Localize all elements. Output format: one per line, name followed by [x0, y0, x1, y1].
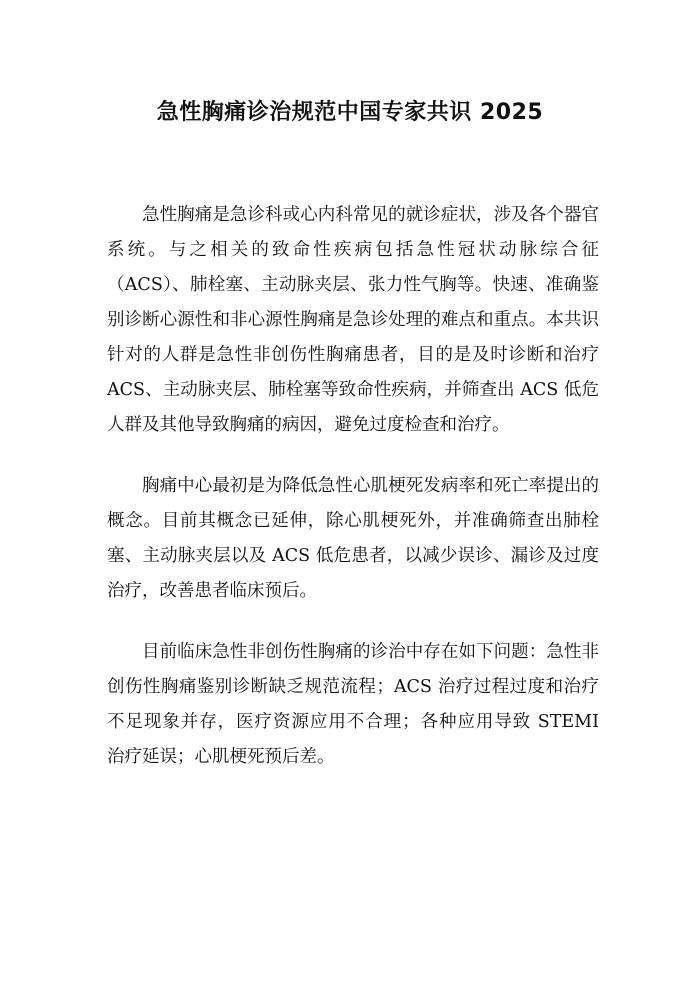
- paragraph-1: 急性胸痛是急诊科或心内科常见的就诊症状，涉及各个器官系统。与之相关的致命性疾病包括急性冠状动脉综合征（ACS）、肺栓塞、主动脉夹层、张力性气胸等。快速、准确鉴别诊断心源性和非心源性胸痛是急诊处理的难点和重点。本共识针对的人群是急性非创伤性胸痛患者，目的是及时诊断和治疗 ACS、主动脉夹层、肺栓塞等致命性疾病，并筛查出 ACS 低危人群及其他导致胸痛的病因，避免过度检查和治疗。: [107, 205, 599, 435]
- paragraph-3: 目前临床急性非创伤性胸痛的诊治中存在如下问题：急性非创伤性胸痛鉴别诊断缺乏规范流程；ACS 治疗过程过度和治疗不足现象并存，医疗资源应用不合理；各种应用导致 STEMI 治疗延误；心肌梗死预后差。: [107, 642, 599, 767]
- document-body: [107, 198, 599, 801]
- document-title: 急性胸痛诊治规范中国专家共识 2025: [156, 100, 544, 125]
- paragraph-2: 胸痛中心最初是为降低急性心肌梗死发病率和死亡率提出的概念。目前其概念已延伸，除心肌梗死外，并准确筛查出肺栓塞、主动脉夹层以及 ACS 低危患者，以减少误诊、漏诊及过度治疗，改善患者临床预后。: [107, 476, 599, 601]
